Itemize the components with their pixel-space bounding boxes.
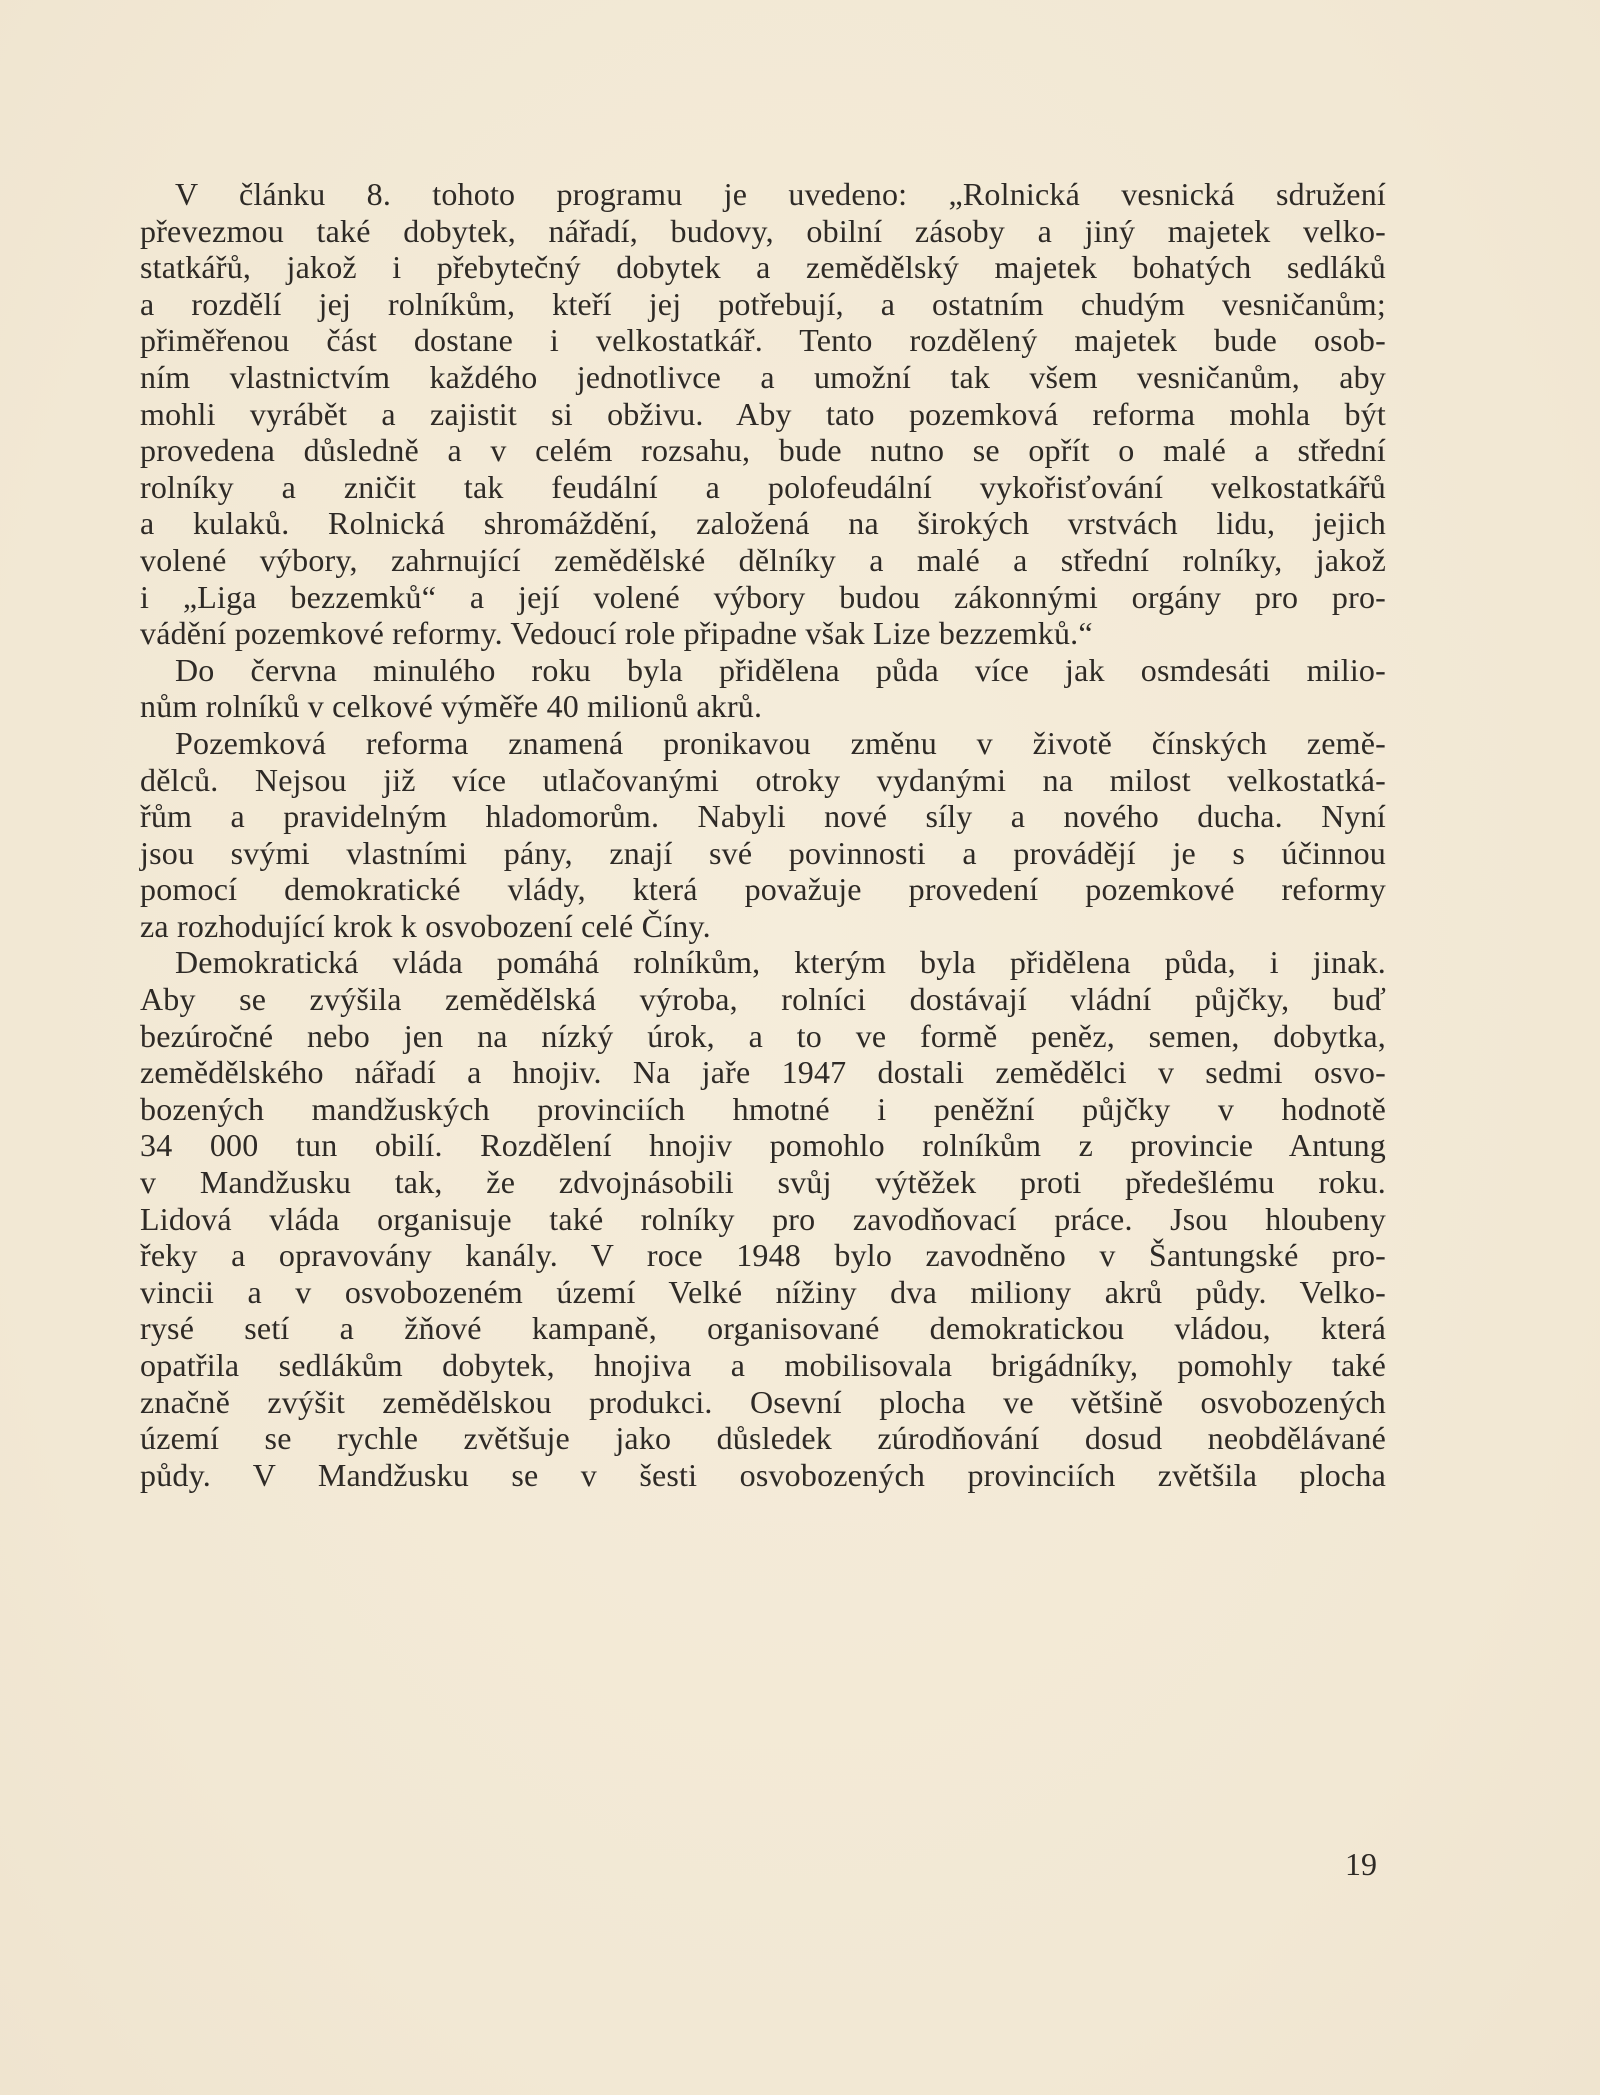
page-number: 19 (1345, 1846, 1377, 1882)
text-line: vádění pozemkové reformy. Vedoucí role připadne však Lize bezzemků.“ (140, 615, 1093, 652)
text-line: a kulaků. Rolnická shromáždění, založená na širokých vrstvách lidu, jejich (140, 505, 1386, 542)
body-text (140, 176, 1386, 1493)
paragraph (140, 944, 1386, 1493)
text-line: vincii a v osvobozeném území Velké nížiny dva miliony akrů půdy. Velko- (140, 1273, 1386, 1310)
text-line: území se rychle zvětšuje jako důsledek zúrodňování dosud neobdělávané (140, 1420, 1386, 1457)
text-line: statkářů, jakož i přebytečný dobytek a zemědělský majetek bohatých sedláků (140, 249, 1386, 286)
paragraph (140, 725, 1386, 945)
text-line: Pozemková reforma znamená pronikavou změnu v životě čínských země- (175, 724, 1386, 761)
text-line: mohli vyrábět a zajistit si obživu. Aby tato pozemková reforma mohla být (140, 395, 1386, 432)
text-line: Aby se zvýšila zemědělská výroba, rolníci dostávají vládní půjčky, buď (140, 981, 1386, 1018)
text-line: V článku 8. tohoto programu je uvedeno: „Rolnická vesnická sdružení (175, 176, 1386, 212)
text-line: Lidová vláda organisuje také rolníky pro zavodňovací práce. Jsou hloubeny (140, 1200, 1386, 1237)
text-line: nům rolníků v celkové výměře 40 milionů akrů. (140, 688, 763, 725)
text-line: i „Liga bezzemků“ a její volené výbory budou zákonnými orgány pro pro- (140, 578, 1386, 615)
text-line: volené výbory, zahrnující zemědělské dělníky a malé a střední rolníky, jakož (140, 541, 1386, 578)
text-line: zemědělského nářadí a hnojiv. Na jaře 1947 dostali zemědělci v sedmi osvo- (140, 1054, 1386, 1091)
text-line: pomocí demokratické vlády, která považuje provedení pozemkové reformy (140, 871, 1386, 908)
text-line: značně zvýšit zemědělskou produkci. Osevní plocha ve většině osvobozených (140, 1383, 1386, 1420)
text-line: opatřila sedlákům dobytek, hnojiva a mobilisovala brigádníky, pomohly také (140, 1347, 1386, 1383)
paragraph (140, 652, 1386, 725)
text-line: rolníky a zničit tak feudální a polofeudální vykořisťování velkostatkářů (140, 468, 1386, 505)
text-line: provedena důsledně a v celém rozsahu, bude nutno se opřít o malé a střední (140, 432, 1386, 469)
text-line: Do června minulého roku byla přidělena půda více jak osmdesáti milio- (175, 651, 1386, 688)
text-line: řům a pravidelným hladomorům. Nabyli nové síly a nového ducha. Nyní (140, 798, 1386, 835)
text-line: rysé setí a žňové kampaně, organisované demokratickou vládou, která (140, 1310, 1386, 1347)
text-line: a rozdělí jej rolníkům, kteří jej potřebují, a ostatním chudým vesničanům; (140, 285, 1386, 322)
text-line: přiměřenou část dostane i velkostatkář. Tento rozdělený majetek bude osob- (140, 322, 1386, 359)
text-line: bezúročné nebo jen na nízký úrok, a to ve formě peněz, semen, dobytka, (140, 1017, 1386, 1054)
text-line: 34 000 tun obilí. Rozdělení hnojiv pomohlo rolníkům z provincie Antung (140, 1127, 1386, 1164)
text-line: půdy. V Mandžusku se v šesti osvobozených provinciích zvětšila plocha (140, 1456, 1386, 1493)
paragraph (140, 176, 1386, 652)
text-line: řeky a opravovány kanály. V roce 1948 bylo zavodněno v Šantungské pro- (140, 1237, 1386, 1274)
text-line: ním vlastnictvím každého jednotlivce a umožní tak všem vesničanům, aby (140, 358, 1386, 395)
text-line: Demokratická vláda pomáhá rolníkům, kterým byla přidělena půda, i jinak. (175, 944, 1386, 981)
text-line: dělců. Nejsou již více utlačovanými otroky vydanými na milost velkostatká- (140, 761, 1386, 798)
text-line: v Mandžusku tak, že zdvojnásobili svůj výtěžek proti předešlému roku. (140, 1164, 1386, 1201)
text-line: převezmou také dobytek, nářadí, budovy, obilní zásoby a jiný majetek velko- (140, 212, 1386, 249)
text-line: bozených mandžuských provinciích hmotné i peněžní půjčky v hodnotě (140, 1090, 1386, 1127)
text-line: jsou svými vlastními pány, znají své povinnosti a provádějí je s účinnou (140, 834, 1386, 871)
text-line: za rozhodující krok k osvobození celé Číny. (140, 907, 711, 944)
